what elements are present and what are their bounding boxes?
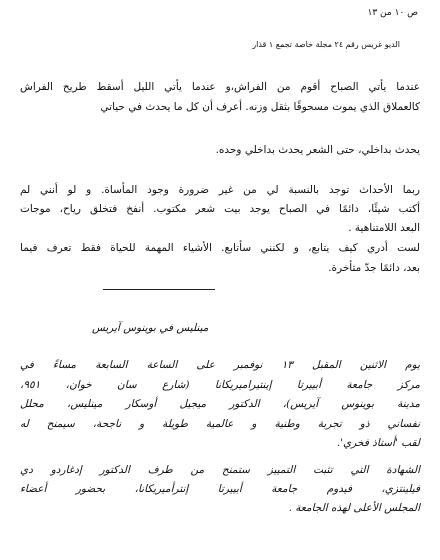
announcement-line-5: لقب 'أستاذ فخري'. [336, 437, 420, 449]
page-number: ص ١٠ من ١٣ [367, 8, 418, 18]
announcement-line-6: الشهادة التي تثبت التمييز ستمنح من طرف الدكتور إدغاردو دي [20, 464, 420, 476]
paragraph-3-line-1: ربما الأحداث توجد بالنسبة لي من غير ضرورة وجود المأساة. و لو أنني لم [20, 184, 420, 196]
section-divider [103, 289, 215, 290]
announcement-line-7: فيلينتزي، فيدوم جامعة أبييرتا إنترأميريكانا، بحضور أعضاء [20, 483, 420, 495]
announcement-line-1: يوم الاثنين المقبل ١٣ نوفمبر على الساعة السابعة مساءً في [20, 359, 420, 371]
paragraph-3-line-2: أكتب شيئًا، دائمًا في الصباح يوجد بيت شعر مكتوب. أنفخ فتخلق رياح، موجات [20, 203, 420, 215]
announcement-line-2: مركز جامعة أبييرتا إينتيراميريكانا (شارع سان خوان، ٩٥١، [20, 379, 420, 391]
paragraph-1-line-1: عندما يأتي الصباح أقوم من الفراش،و عندما يأتي الليل أسقط طريح الفراش [20, 81, 420, 93]
paragraph-4-line-1: لست أدري كيف يتابع، و لكنني سأتابع. الأشياء المهمة للحياة فقط تعرف فيما [20, 242, 420, 254]
paragraph-4-line-2: بعد، دائمًا جدّ متأخرة. [328, 262, 420, 274]
announcement-line-3: مدينة بوينوس آيريس)، الدكتور ميجيل أوسكار مينليس، محلل [20, 398, 420, 410]
paragraph-3-line-3: البعد اللامتناهية . [348, 222, 420, 234]
announcement-line-8: المجلس الأعلى لهذه الجامعة . [288, 502, 420, 514]
paragraph-2: يحدث بداخلي، حتى الشعر يحدث بداخلي وحده. [215, 144, 420, 156]
announcement-line-4: نفساني ذو تجربة وطنية و عالمية طويلة و ناجحة، سيمنح له [20, 418, 420, 430]
document-header: الديو غريس رقم ٢٤ مجلة خاصة تجمع ١ قذار [252, 40, 400, 49]
announcement-subtitle: مينليس في بوينوس آيريس [92, 322, 209, 334]
paragraph-1-line-2: كالعملاق الذي يموت مسحوقًا بثقل وزنه. أعرف أن كل ما يحدث في حياتي [100, 101, 420, 113]
